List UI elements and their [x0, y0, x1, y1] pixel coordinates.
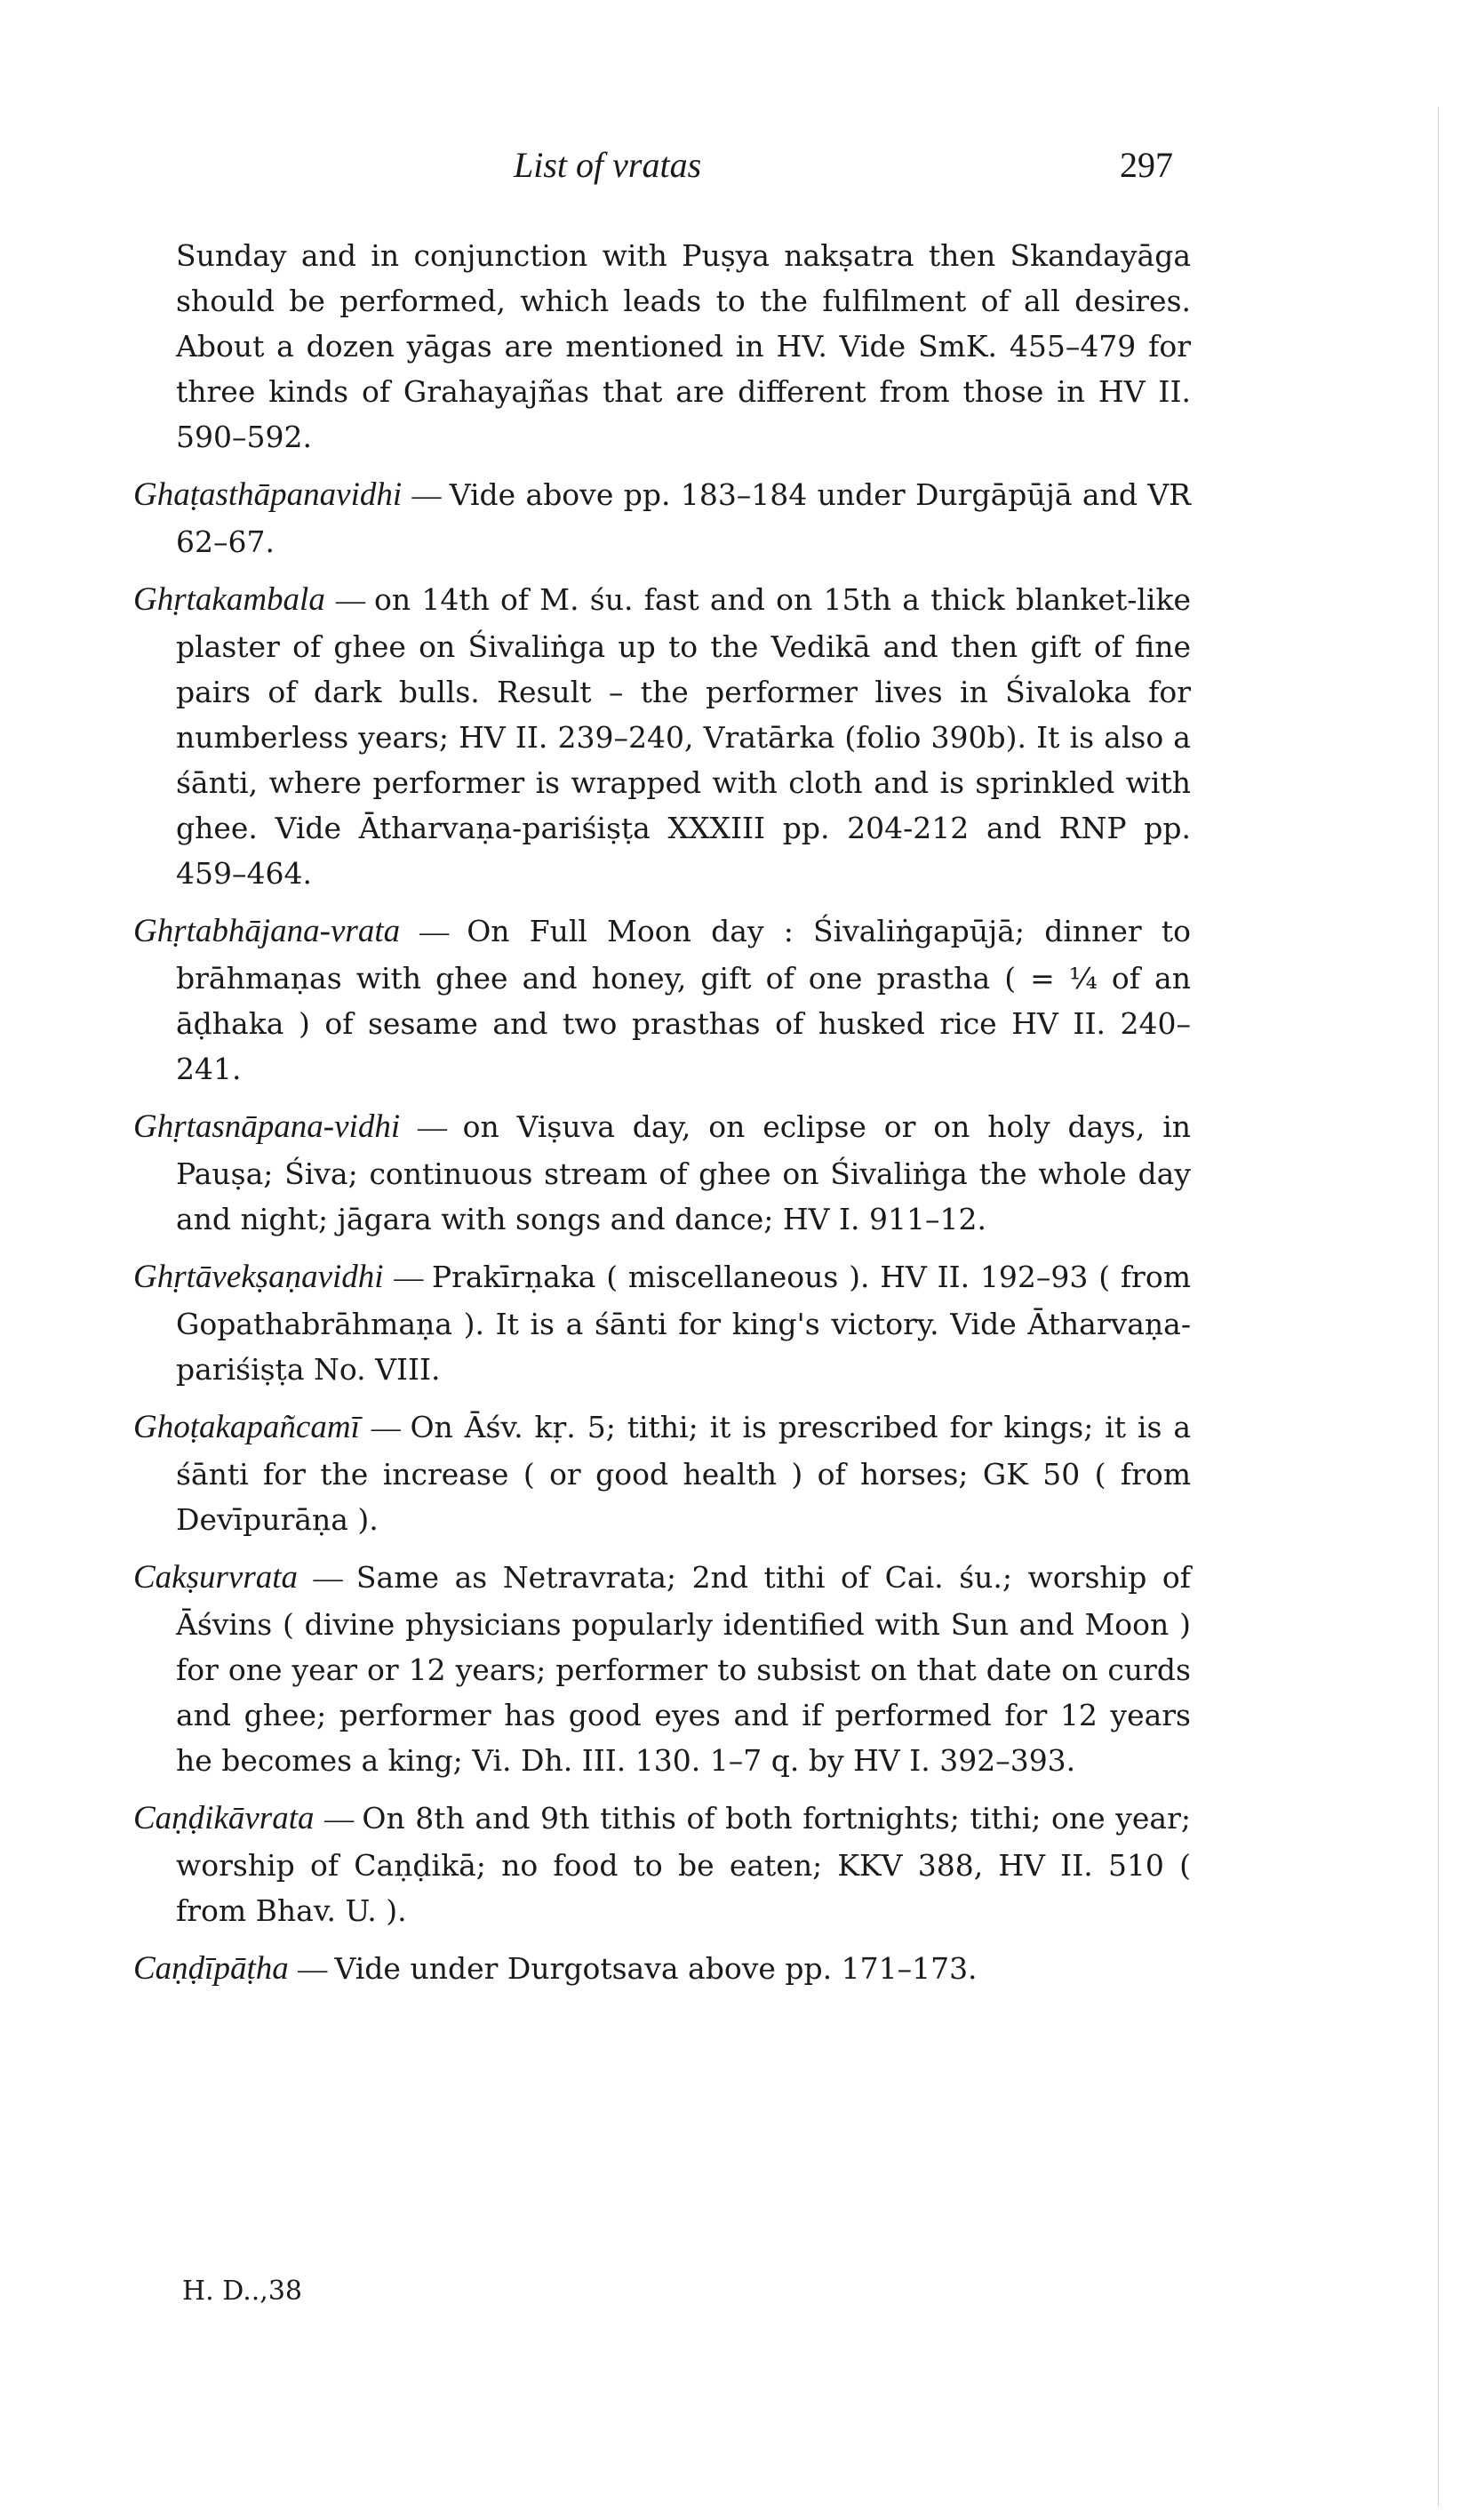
- em-dash: —: [336, 585, 374, 617]
- entry-candikavrata: [133, 1796, 1191, 1933]
- entry-headword: Ghṛtāvekṣaṇavidhi: [133, 1259, 384, 1295]
- entry-headword: Ghoṭakapañcamī: [133, 1409, 360, 1445]
- entry-ghrtakambala: [133, 577, 1191, 896]
- entry-ghatasthapanavidhi: [133, 472, 1191, 564]
- running-head: [0, 144, 1469, 197]
- entry-text: Same as Netravrata; 2nd tithi of Cai. śu.; worship of Āśvins ( divine physicians popularly identified with Sun and Moon ) for one year or 12 years; performer to subsist on that date on curds and ghee; performer has good eyes and if performed for 12 years he becomes a king; Vi. Dh. III. 130. 1–7 q. by HV I. 392–393.: [176, 1560, 1191, 1778]
- entry-headword: Caṇḍikāvrata: [133, 1800, 315, 1836]
- entry-headword: Ghṛtasnāpana-vidhi: [133, 1108, 401, 1145]
- entry-ghotakapancami: [133, 1404, 1191, 1542]
- page-number: 297: [1120, 145, 1173, 185]
- entry-text: On Āśv. kṛ. 5; tithi; it is prescribed for kings; it is a śānti for the increase ( or good health ) of horses; GK 50 ( from Devīpurāṇa ).: [176, 1410, 1192, 1537]
- entry-headword: Ghṛtakambala: [133, 581, 325, 618]
- em-dash: —: [313, 1563, 356, 1595]
- printer-signature: H. D..,38: [182, 2276, 302, 2307]
- entry-headword: Caṇḍīpāṭha: [133, 1950, 289, 1987]
- entry-text: Vide above pp. 183–184 under Durgāpūjā and VR 62–67.: [176, 477, 1191, 559]
- em-dash: —: [298, 1954, 335, 1986]
- entry-text: Prakīrṇaka ( miscellaneous ). HV II. 192–93 ( from Gopathabrāhmaṇa ). It is a śānti for king's victory. Vide Ātharvaṇa-pariśiṣṭa No. VIII.: [176, 1260, 1191, 1387]
- entry-headword: Ghṛtabhājana-vrata: [133, 913, 401, 949]
- entry-caksurvrata: [133, 1555, 1191, 1783]
- right-margin-rule: [1438, 107, 1439, 2507]
- em-dash: —: [419, 916, 467, 948]
- em-dash: —: [417, 1112, 463, 1144]
- entry-ghrtasnapana-vidhi: [133, 1104, 1191, 1242]
- em-dash: —: [411, 480, 450, 512]
- entry-headword: Cakṣurvrata: [133, 1559, 298, 1596]
- entry-ghrtabhajana-vrata: [133, 908, 1191, 1092]
- em-dash: —: [324, 1804, 363, 1836]
- running-title: List of vratas: [514, 145, 702, 185]
- entry-text: On Full Moon day : Śivaliṅgapūjā; dinner to brāhmaṇas with ghee and honey, gift of one prastha ( = ¼ of an āḍhaka ) of sesame and two prasthas of husked rice HV II. 240–241.: [176, 914, 1192, 1086]
- em-dash: —: [394, 1262, 432, 1294]
- entry-headword: Ghaṭasthāpanavidhi: [133, 476, 403, 513]
- vrata-entry-list: [133, 233, 1191, 2005]
- entry-text: Sunday and in conjunction with Puṣya nakṣatra then Skandayāga should be performed, which leads to the fulfilment of all desires. About a dozen yāgas are mentioned in HV. Vide SmK. 455–479 for three kinds of Grahayajñas that are different from those in HV II. 590–592.: [176, 238, 1191, 454]
- entry-continuation: [133, 233, 1191, 460]
- entry-candipatha: [133, 1946, 1191, 1993]
- entry-text: On 8th and 9th tithis of both fortnights; tithi; one year; worship of Caṇḍikā; no food to be eaten; KKV 388, HV II. 510 ( from Bhav. U. ).: [176, 1801, 1192, 1928]
- entry-text: on 14th of M. śu. fast and on 15th a thick blanket-like plaster of ghee on Śivaliṅga up to the Vedikā and then gift of fine pairs of dark bulls. Result – the performer lives in Śivaloka for numberless years; HV II. 239–240, Vratārka (folio 390b). It is also a śānti, where performer is wrapped with cloth and is sprinkled with ghee. Vide Ātharvaṇa-pariśiṣṭa XXXIII pp. 204-212 and RNP pp. 459–464.: [176, 582, 1192, 891]
- entry-text: Vide under Durgotsava above pp. 171–173.: [334, 1951, 978, 1986]
- entry-text: on Viṣuva day, on eclipse or on holy days, in Pauṣa; Śiva; continuous stream of ghee on Śivaliṅga the whole day and night; jāgara with songs and dance; HV I. 911–12.: [176, 1109, 1192, 1236]
- em-dash: —: [371, 1412, 411, 1444]
- entry-ghrtaveksanavidhi: [133, 1254, 1191, 1392]
